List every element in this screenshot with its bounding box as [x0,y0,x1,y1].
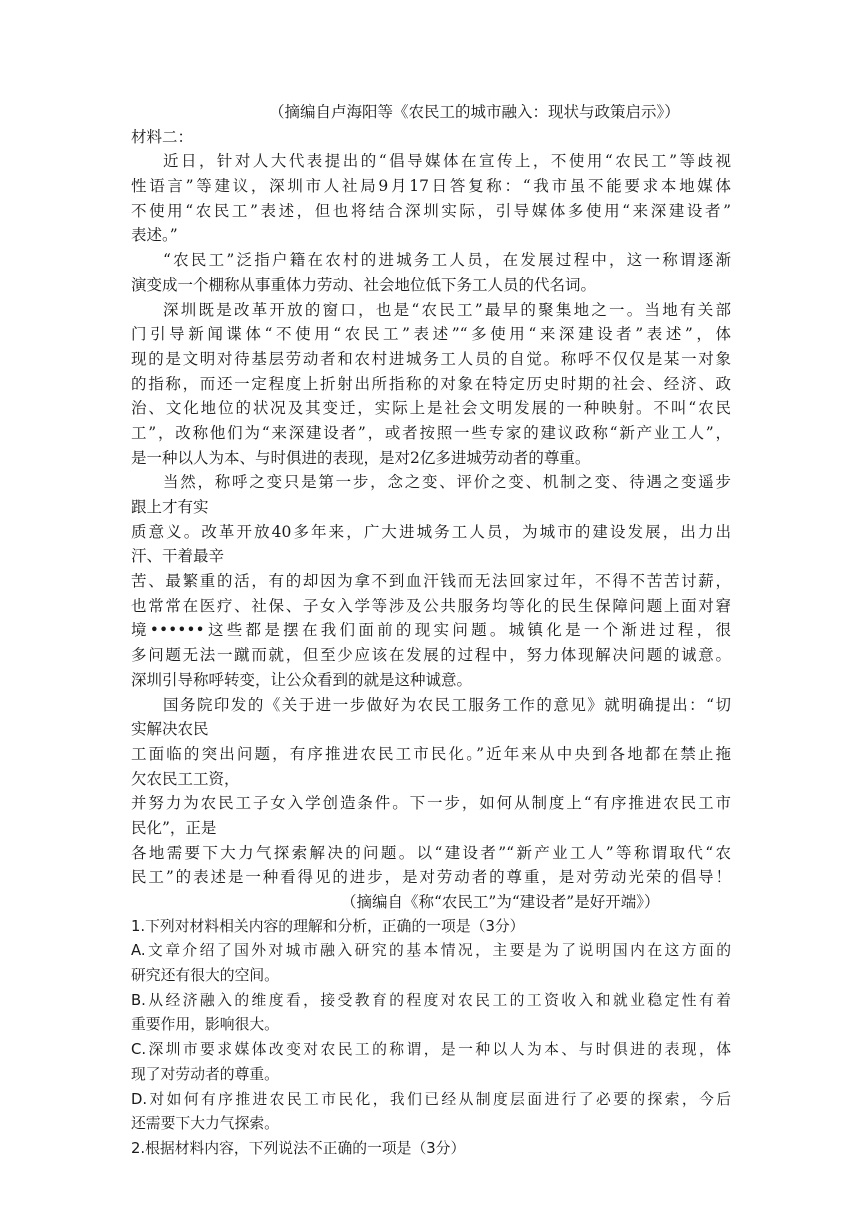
option-text: 还需要下大力气探索。 [131,1115,279,1133]
paragraph-3 [131,298,731,471]
text-line: 汗、干着最辛 [131,547,225,566]
text-line: 不使用“农民工”表述，但也将结合深圳实际，引导媒体多使用“来深建设者” [131,201,731,220]
text-line: 跟上才有实 [131,498,209,516]
option-text: A.文章介绍了国外对城市融入研究的基本情况，主要是为了说明国内在这方面的 [131,942,731,960]
source-citation-2: （摘编自《称“农民工”为“建设者”是好开端》） [341,893,660,911]
text-line: 性语言”等建议，深圳市人社局9月17日答复称：“我市虽不能要求本地媒体 [131,177,731,196]
question-1 [131,915,731,1137]
paragraph-2 [131,248,731,297]
text-line: 演变成一个棚称从事重体力劳动、社会地位低下务工人员的代名词。 [131,275,597,294]
text-line: “农民工”泛指户籍在农村的进城务工人员，在发展过程中，这一称谓逐渐 [163,251,731,270]
text-line: 深圳既是改革开放的窗口，也是“农民工”最早的聚集地之一。当地有关部 [163,300,731,319]
text-line: 深圳引导称呼转变，让公众看到的就是这种诚意。 [131,670,473,689]
text-line: 工”，改称他们为“来深建设者”，或者按照一些专家的建议政称“新产业工人”， [131,423,731,442]
material-2-heading: 材料二： [131,127,194,146]
text-line: 工面临的突出问题，有序推进农民工市民化。”近年来从中央到各地都在禁止拖 [131,744,731,763]
text-line: 当然，称呼之变只是第一步，念之变、评价之变、机制之变、待遇之变遥步 [163,473,731,492]
text-line: 欠农民工工资， [131,769,240,788]
text-line: 民工”的表述是一种看得见的进步，是对劳动者的尊重，是对劳动光荣的倡导！ [131,868,731,887]
option-text: 研究还有很大的空间。 [131,967,279,985]
text-line: 门引导新闻谍体“不使用“农民工”表述”“多使用“来深建设者”表述”，体 [131,325,731,344]
text-line: 民化”，正是 [131,818,217,837]
text-line: 并努力为农民工子女入学创造条件。下一步，如何从制度上“有序推进农民工市 [131,794,731,813]
option-c[interactable] [131,1038,731,1087]
paragraph-1 [131,149,731,248]
option-d[interactable] [131,1088,731,1137]
text-line: 各地需要下大力气探索解决的问题。以“建设者”“新产业工人”等称谓取代“农 [131,843,731,862]
option-text: 重要作用，影响很大。 [131,1016,279,1034]
text-line: 苦、最繁重的活，有的却因为拿不到血汗钱而无法回家过年，不得不苦苦讨薪， [131,572,731,591]
question-2 [131,1137,731,1162]
text-line: 多问题无法一蹴而就，但至少应该在发展的过程中，努力体现解决问题的诚意。 [131,646,731,665]
exam-page [131,100,731,1162]
text-line: 的指称，而还一定程度上折射出所指称的对象在特定历史时期的社会、经济、政 [131,374,731,393]
text-line: 现的是文明对待基层劳动者和农村进城务工人员的自觉。称呼不仅仅是某一对象 [131,349,731,368]
option-text: D.对如何有序推进农民工市民化，我们已经从制度层面进行了必要的探索，今后 [131,1090,731,1108]
text-line: 国务院印发的《关于进一步做好为农民工服务工作的意见》就明确提出：“切 [163,695,731,714]
text-line: 实解决农民 [131,720,209,739]
text-line: 表述。” [131,226,178,245]
paragraph-5 [131,693,731,891]
option-text: C.深圳市要求媒体改变对农民工的称谓，是一种以人为本、与时俱进的表现，体 [131,1041,731,1059]
text-line: 质意义。改革开放40多年来，广大进城务工人员，为城市的建设发展，出力出 [131,522,731,541]
option-a[interactable] [131,939,731,988]
text-line: 治、文化地位的状况及其变迁，实际上是社会文明发展的一种映射。不叫“农民 [131,399,731,418]
question-stem: 2.根据材料内容，下列说法不正确的一项是（3分） [131,1139,466,1157]
paragraph-4 [131,470,731,692]
text-line: 也常常在医疗、社保、子女入学等涉及公共服务均等化的民生保障问题上面对窘 [131,596,731,615]
option-text: B.从经济融入的维度看，接受教育的程度对农民工的工资收入和就业稳定性有着 [131,991,731,1009]
option-b[interactable] [131,989,731,1038]
option-text: 现了对劳动者的尊重。 [131,1065,279,1083]
source-citation-1: （摘编自卢海阳等《农民工的城市融入：现状与政策启示》） [269,103,680,121]
question-stem: 1.下列对材料相关内容的理解和分析，正确的一项是（3分） [131,917,525,935]
text-line: 近日，针对人大代表提出的“倡导媒体在宣传上，不使用“农民工”等歧视 [163,152,731,171]
text-line: 是一种以人为本、与时俱进的表现，是对2亿多进城劳动者的尊重。 [131,448,591,467]
text-line: 境••••••这些都是摆在我们面前的现实问题。城镇化是一个渐进过程，很 [131,621,731,640]
